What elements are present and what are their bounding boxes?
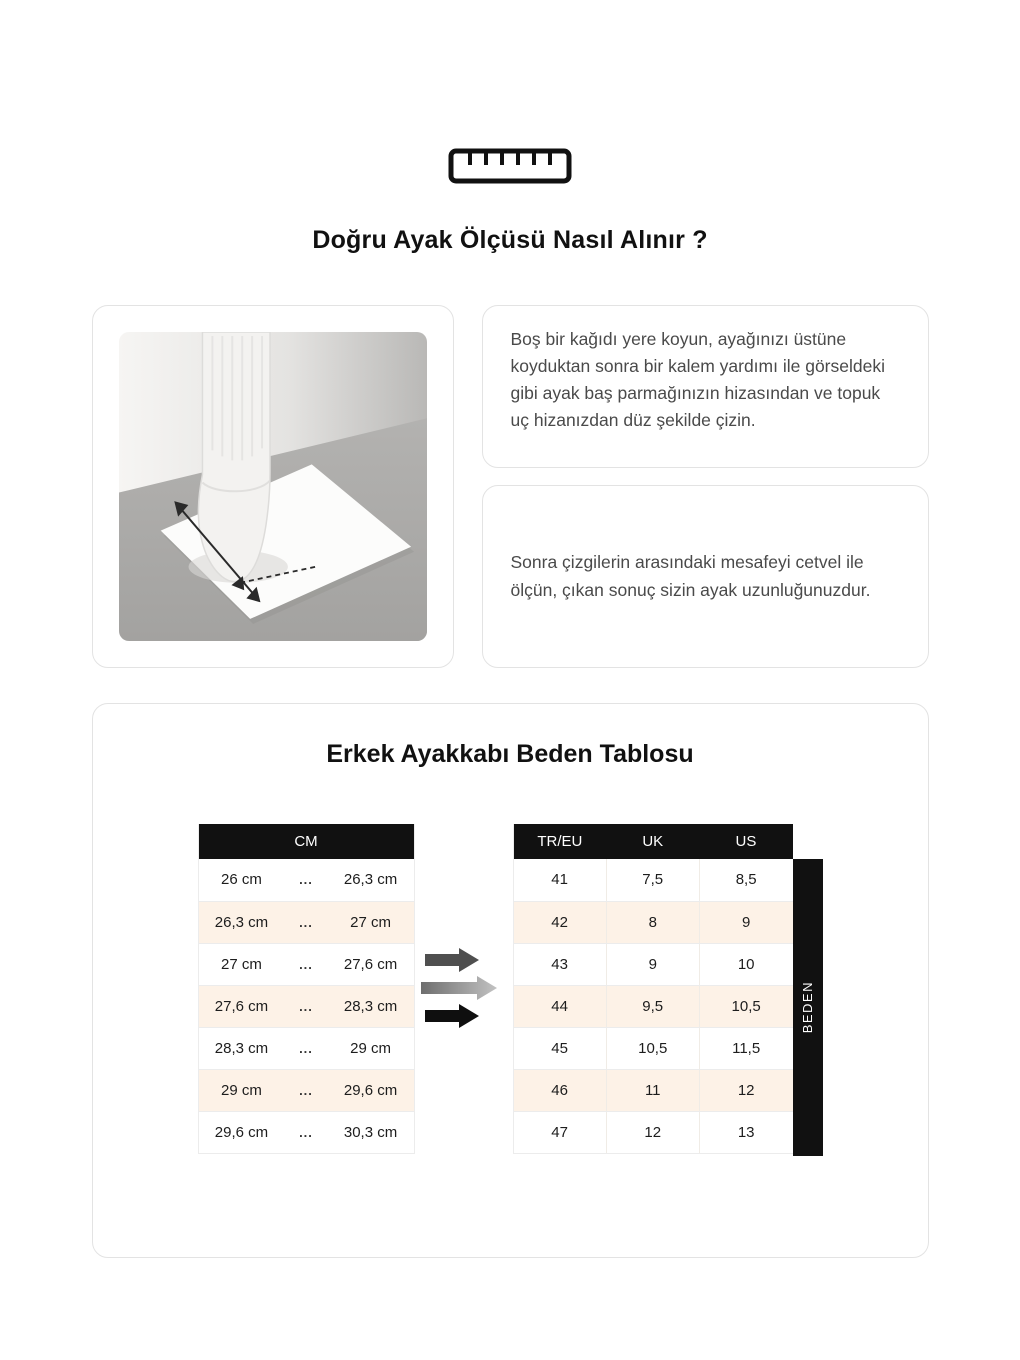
beden-label: BEDEN	[800, 981, 815, 1034]
table-row	[198, 985, 414, 1027]
cm-min: 29 cm	[198, 1069, 284, 1111]
cm-dots: ...	[284, 943, 327, 985]
cm-max: 28,3 cm	[328, 985, 414, 1027]
cm-min: 27 cm	[198, 943, 284, 985]
conversion-arrows	[415, 824, 513, 1030]
cm-dots: ...	[284, 1111, 327, 1153]
instruction-card-1	[482, 305, 929, 468]
table-row	[198, 859, 414, 901]
size-tr-eu: 44	[513, 985, 606, 1027]
table-row	[513, 859, 793, 901]
table-row	[513, 901, 793, 943]
size-tr-eu: 41	[513, 859, 606, 901]
cm-max: 30,3 cm	[328, 1111, 414, 1153]
size-uk: 9	[606, 943, 699, 985]
size-uk: 11	[606, 1069, 699, 1111]
table-row	[513, 943, 793, 985]
cm-table	[198, 824, 415, 1154]
measurement-photo-card	[92, 305, 454, 668]
cm-dots: ...	[284, 1027, 327, 1069]
cm-max: 26,3 cm	[328, 859, 414, 901]
cm-min: 27,6 cm	[198, 985, 284, 1027]
table-row	[513, 1069, 793, 1111]
size-tr-eu: 42	[513, 901, 606, 943]
cm-max: 27 cm	[328, 901, 414, 943]
size-table-title: Erkek Ayakkabı Beden Tablosu	[326, 740, 694, 768]
cm-dots: ...	[284, 859, 327, 901]
table-row	[198, 1111, 414, 1153]
size-us: 13	[699, 1111, 792, 1153]
header-tr-eu: TR/EU	[513, 824, 606, 859]
size-uk: 12	[606, 1111, 699, 1153]
table-row	[198, 1027, 414, 1069]
size-uk: 9,5	[606, 985, 699, 1027]
ruler-icon	[448, 146, 572, 186]
size-us: 12	[699, 1069, 792, 1111]
cm-min: 26,3 cm	[198, 901, 284, 943]
size-tr-eu: 43	[513, 943, 606, 985]
header-uk: UK	[606, 824, 699, 859]
cm-max: 29 cm	[328, 1027, 414, 1069]
size-us: 11,5	[699, 1027, 792, 1069]
size-us: 10,5	[699, 985, 792, 1027]
conversion-arrows-icon	[419, 946, 509, 1030]
instruction-step-1: Boş bir kağıdı yere koyun, ayağınızı üstüne koyduktan sonra bir kalem yardımı ile görseldeki gibi ayak baş parmağınızın hizasından ve topuk uç hizanızdan düz şekilde çizin.	[510, 329, 885, 431]
cm-min: 26 cm	[198, 859, 284, 901]
cm-dots: ...	[284, 901, 327, 943]
size-us: 10	[699, 943, 792, 985]
size-uk: 7,5	[606, 859, 699, 901]
foot-photo-illustration	[119, 332, 427, 641]
foot-measurement-photo	[119, 332, 427, 641]
instruction-step-2: Sonra çizgilerin arasındaki mesafeyi cetvel ile ölçün, çıkan sonuç sizin ayak uzunluğunuzdur.	[510, 552, 871, 600]
table-row	[198, 901, 414, 943]
page-title: Doğru Ayak Ölçüsü Nasıl Alınır ?	[312, 226, 708, 254]
beden-side-strip	[793, 859, 823, 1156]
cm-dots: ...	[284, 985, 327, 1027]
size-conversion-table	[513, 824, 793, 1154]
size-us: 9	[699, 901, 792, 943]
cm-table-header: CM	[198, 824, 414, 859]
instruction-card-2	[482, 485, 929, 668]
cm-min: 29,6 cm	[198, 1111, 284, 1153]
ruler-icon-wrap	[0, 0, 1020, 186]
size-table-card	[92, 703, 929, 1258]
size-uk: 10,5	[606, 1027, 699, 1069]
size-us: 8,5	[699, 859, 792, 901]
size-tr-eu: 46	[513, 1069, 606, 1111]
cm-max: 27,6 cm	[328, 943, 414, 985]
table-row	[198, 1069, 414, 1111]
size-tables	[93, 824, 928, 1156]
size-uk: 8	[606, 901, 699, 943]
size-tr-eu: 45	[513, 1027, 606, 1069]
table-row	[513, 985, 793, 1027]
header-us: US	[699, 824, 792, 859]
cm-max: 29,6 cm	[328, 1069, 414, 1111]
instructions-section	[92, 305, 929, 668]
table-row	[513, 1027, 793, 1069]
size-tr-eu: 47	[513, 1111, 606, 1153]
table-row	[198, 943, 414, 985]
instruction-cards	[482, 305, 929, 668]
cm-min: 28,3 cm	[198, 1027, 284, 1069]
cm-dots: ...	[284, 1069, 327, 1111]
table-row	[513, 1111, 793, 1153]
